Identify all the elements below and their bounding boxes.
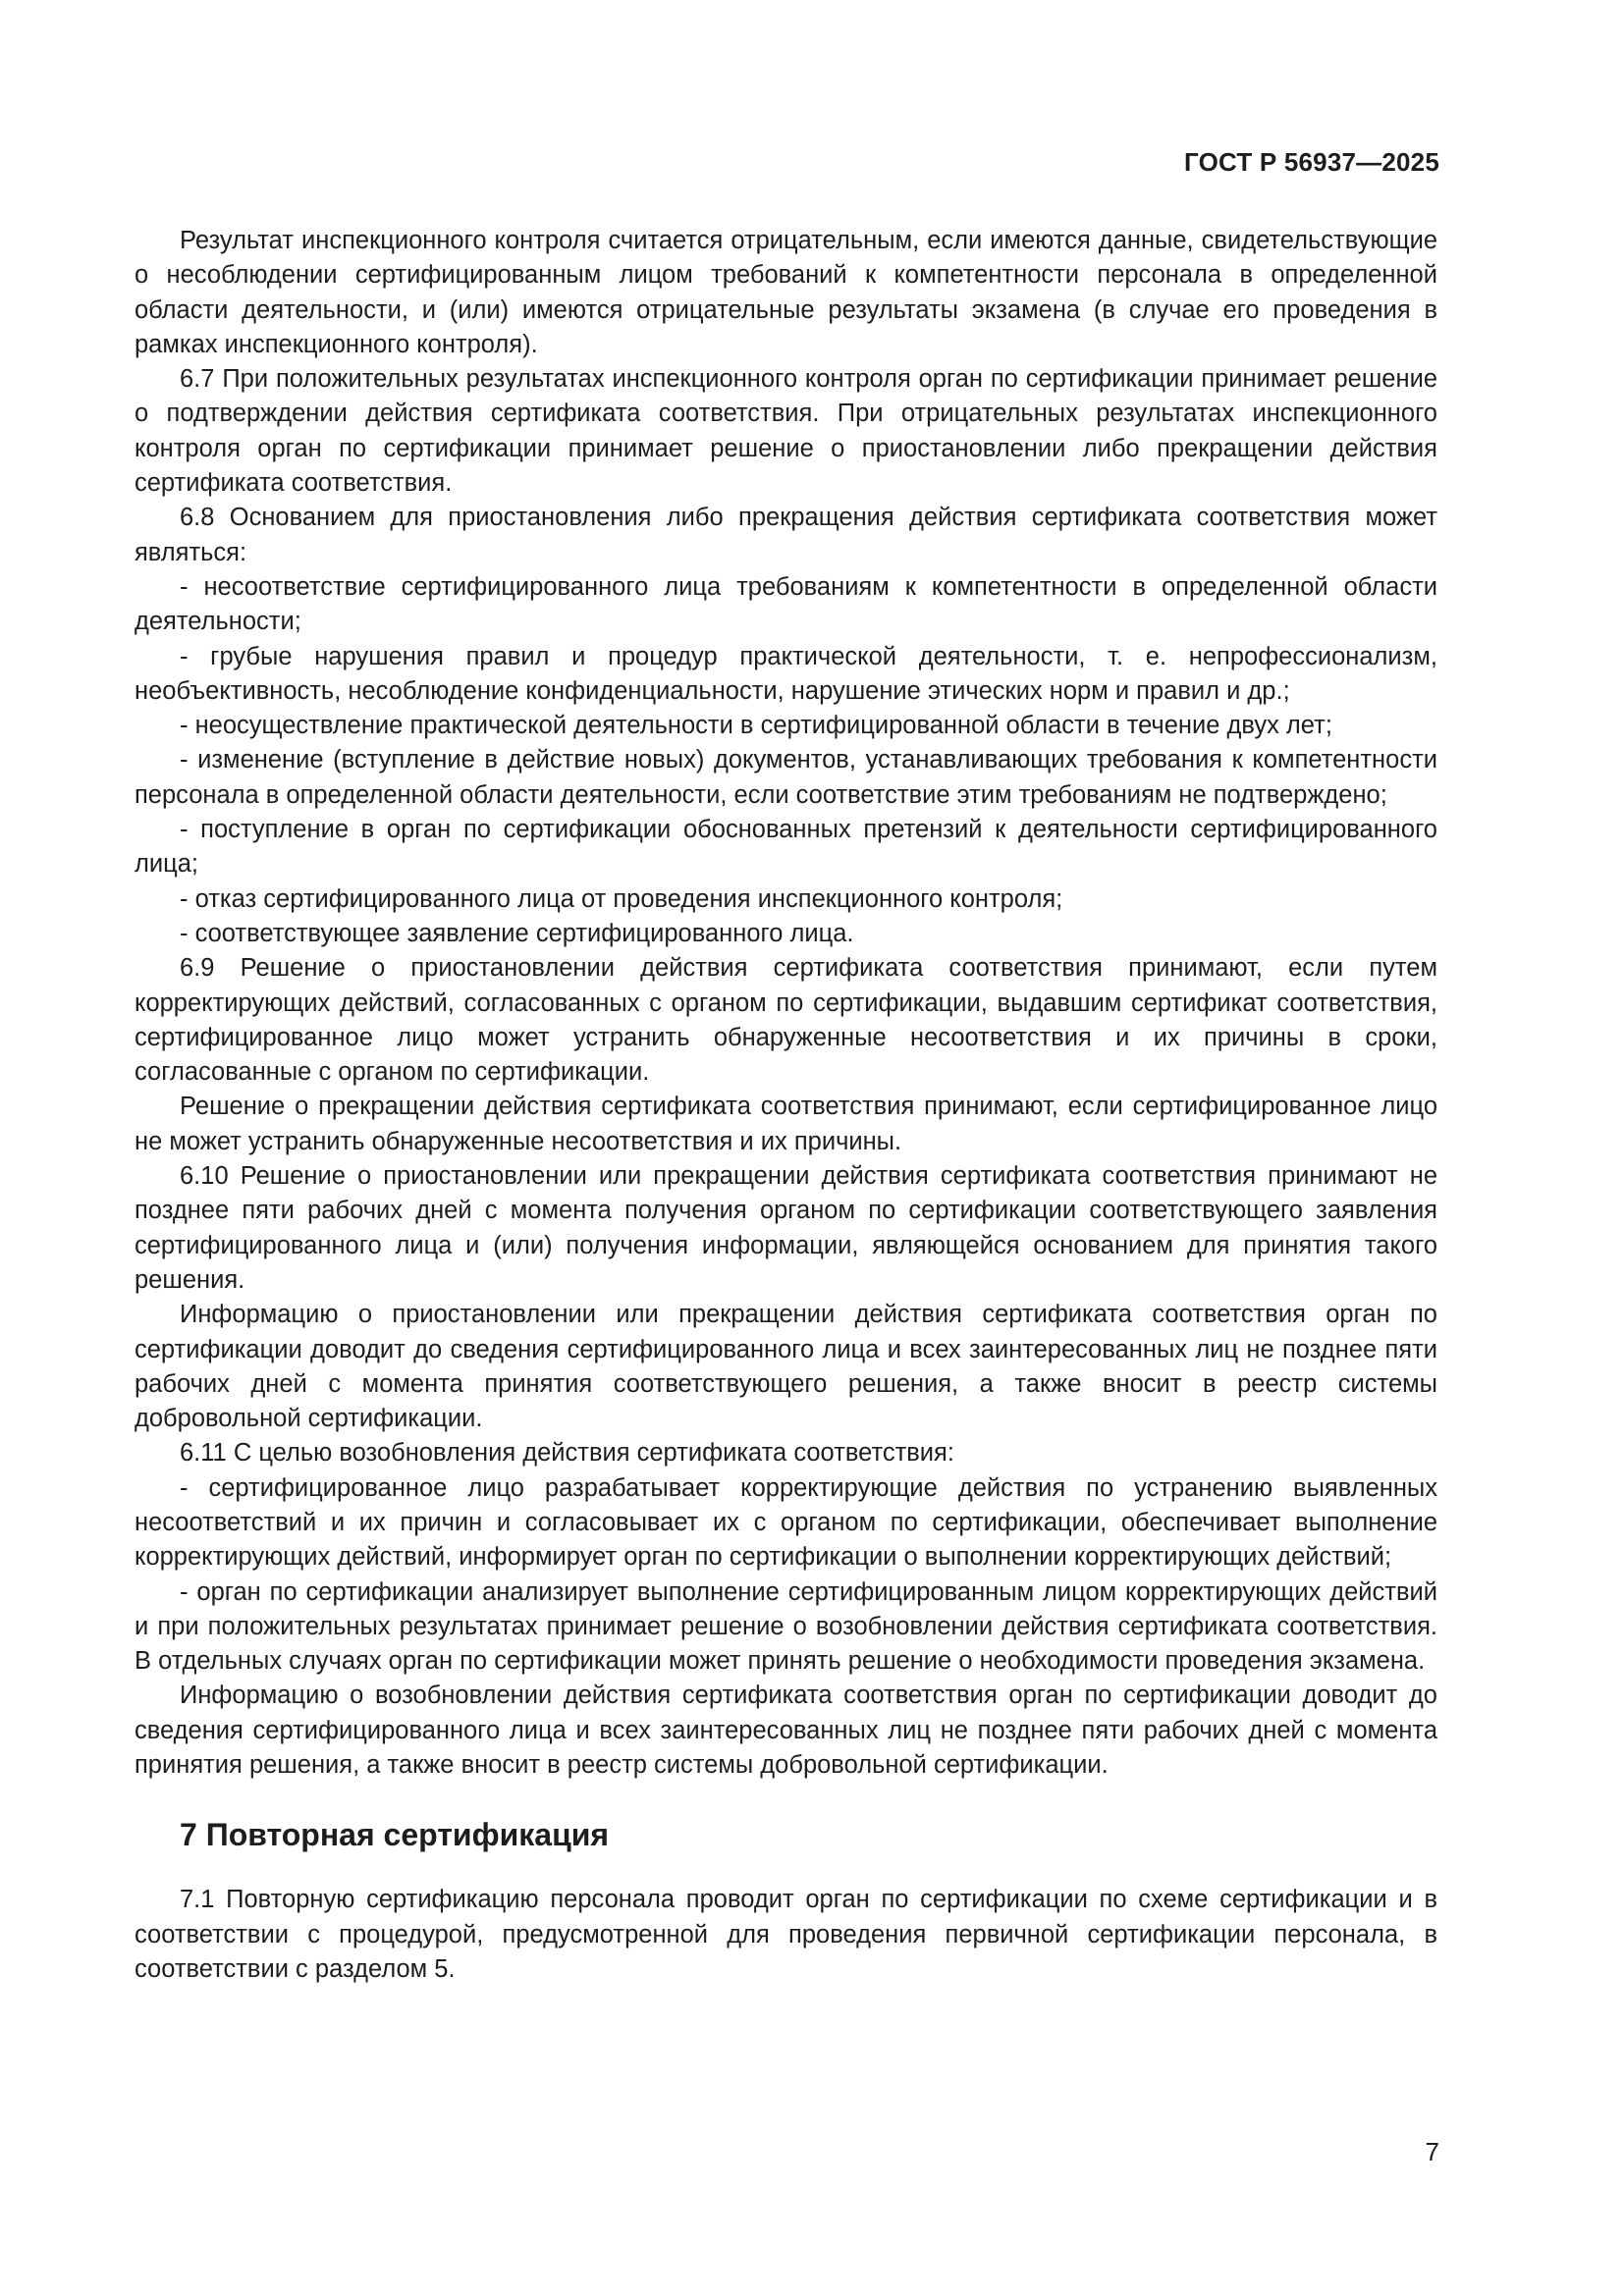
list-item-noncompliance: - несоответствие сертифицированного лица требованиям к компетентности в определенной области деятельности;: [135, 572, 1437, 636]
list-item-claims: - поступление в орган по сертификации обоснованных претензий к деятельности сертифицированного лица;: [135, 816, 1437, 879]
paragraph-6-7: 6.7 При положительных результатах инспекционного контроля орган по сертификации принимает решение о подтверждении действия сертификата соответствия. При отрицательных результатах инспекционного контроля орган по сертификации принимает решение о приостановлении либо прекращении действия сертификата соответствия.: [135, 365, 1437, 498]
list-item-new-documents: - изменение (вступление в действие новых) документов, устанавливающих требования к компетентности персонала в определенной области деятельности, если соответствие этим требованиям не подтверждено;: [135, 746, 1437, 809]
paragraph-termination-decision: Решение о прекращении действия сертификата соответствия принимают, если сертифицированное лицо не может устранить обнаруженные несоответствия и их причины.: [135, 1093, 1437, 1155]
paragraph-6-8: 6.8 Основанием для приостановления либо прекращения действия сертификата соответствия может являться:: [135, 504, 1437, 566]
list-item-analysis: - орган по сертификации анализирует выполнение сертифицированным лицом корректирующих действий и при положительных результатах принимает решение о возобновлении действия сертификата соответствия. В отдельных случаях орган по сертификации может принять решение о необходимости проведения экзамена.: [135, 1577, 1437, 1676]
paragraph-6-11: 6.11 С целью возобновления действия сертификата соответствия:: [180, 1439, 954, 1468]
list-item-corrective-actions: - сертифицированное лицо разрабатывает корректирующие действия по устранению выявленных несоответствий и их причин и согласовывает их с органом по сертификации, обеспечивает выполнение корректирующих действий, информирует орган по сертификации о выполнении корректирующих действий;: [135, 1473, 1437, 1572]
page-number: 7: [1425, 2137, 1439, 2166]
list-item-no-practice: - неосуществление практической деятельности в сертифицированной области в течение двух лет;: [180, 712, 1332, 740]
paragraph-information-suspension: Информацию о приостановлении или прекращении действия сертификата соответствия орган по сертификации доводит до сведения сертифицированного лица и всех заинтересованных лиц не позднее пяти рабочих дней с момента принятия соответствующего решения, а также вносит в реестр системы добровольной сертификации.: [135, 1301, 1437, 1433]
list-item-application: - соответствующее заявление сертифицированного лица.: [180, 919, 854, 947]
list-item-violations: - грубые нарушения правил и процедур практической деятельности, т. е. непрофессионализм, необъективность, несоблюдение конфиденциальности, нарушение этических норм и правил и др.;: [135, 642, 1437, 705]
paragraph-6-9: 6.9 Решение о приостановлении действия сертификата соответствия принимают, если путем корректирующих действий, согласованных с органом по сертификации, выдавшим сертификат соответствия, сертифицированное лицо может устранить обнаруженные несоответствия и их причины в сроки, согласованные с органом по сертификации.: [135, 954, 1437, 1087]
list-item-refusal: - отказ сертифицированного лица от проведения инспекционного контроля;: [180, 884, 1063, 913]
standard-id-header: ГОСТ Р 56937—2025: [1184, 147, 1439, 177]
section-7-title: 7 Повторная сертификация: [180, 1817, 610, 1853]
paragraph-7-1: 7.1 Повторную сертификацию персонала проводит орган по сертификации по схеме сертификации и в соответствии с процедурой, предусмотренной для проведения первичной сертификации персонала, в соответствии с разделом 5.: [135, 1886, 1437, 1983]
document-body: [135, 224, 1437, 1987]
paragraph-6-10: 6.10 Решение о приостановлении или прекращении действия сертификата соответствия принимают не позднее пяти рабочих дней с момента получения органом по сертификации соответствующего заявления сертифицированного лица и (или) получения информации, являющейся основанием для принятия такого решения.: [135, 1162, 1437, 1294]
paragraph-inspection-result: Результат инспекционного контроля считается отрицательным, если имеются данные, свидетельствующие о несоблюдении сертифицированным лицом требований к компетентности персонала в определенной области деятельности, и (или) имеются отрицательные результаты экзамена (в случае его проведения в рамках инспекционного контроля).: [135, 227, 1437, 358]
paragraph-information-renewal: Информацию о возобновлении действия сертификата соответствия орган по сертификации доводит до сведения сертифицированного лица и всех заинтересованных лиц не позднее пяти рабочих дней с момента принятия решения, а также вносит в реестр системы добровольной сертификации.: [135, 1682, 1437, 1780]
